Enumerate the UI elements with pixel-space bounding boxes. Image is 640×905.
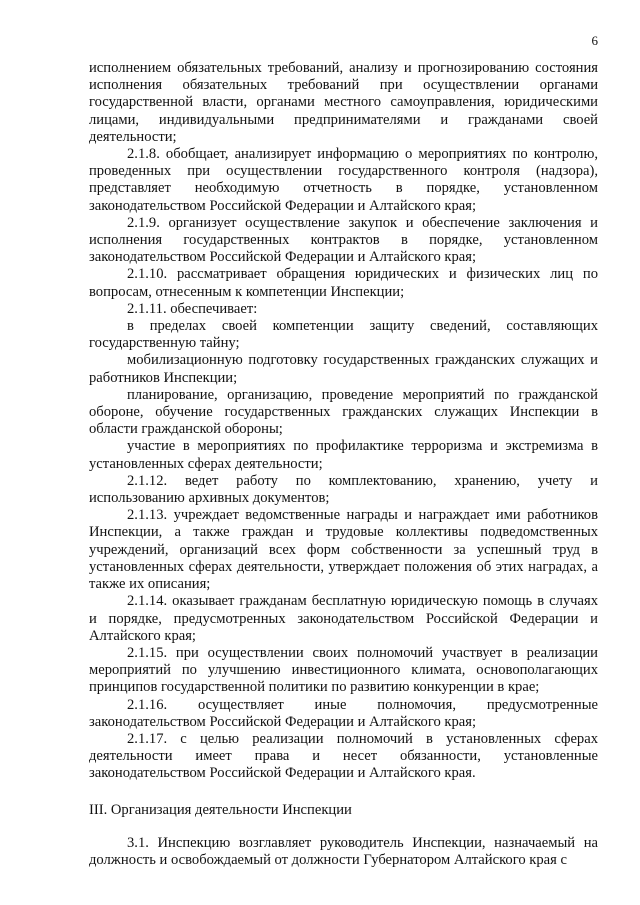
paragraph-continuation: исполнением обязательных требований, анализу и прогнозированию состояния исполнения обязательных требований при осуществлении органами государственной власти, органами местного самоуправления, юридическими лицами, индивидуальными предпринимателями и гражданами своей деятельности; [89, 60, 598, 145]
document-body [89, 60, 598, 869]
paragraph-2-1-10: 2.1.10. рассматривает обращения юридических и физических лиц по вопросам, отнесенным к компетенции Инспекции; [89, 266, 598, 300]
paragraph-state-secret: в пределах своей компетенции защиту сведений, составляющих государственную тайну; [89, 318, 598, 352]
page-number: 6 [591, 33, 598, 48]
paragraph-2-1-11: 2.1.11. обеспечивает: [127, 300, 258, 317]
paragraph-2-1-13: 2.1.13. учреждает ведомственные награды и награждает ими работников Инспекции, а также граждан и трудовые коллективы подведомственных учреждений, организаций всех форм собственности за успешный труд в установленных сферах деятельности, утверждает положения об этих наградах, а также их описания; [89, 507, 598, 593]
paragraph-2-1-14: 2.1.14. оказывает гражданам бесплатную юридическую помощь в случаях и порядке, предусмотренных законодательством Российской Федерации и Алтайского края; [89, 593, 598, 644]
paragraph-civil-defense: планирование, организацию, проведение мероприятий по гражданской обороне, обучение государственных гражданских служащих Инспекции в области гражданской обороны; [89, 386, 598, 438]
paragraph-2-1-15: 2.1.15. при осуществлении своих полномочий участвует в реализации мероприятий по улучшению инвестиционного климата, основополагающих принципов государственной политики по развитию конкуренции в крае; [89, 644, 598, 696]
section-heading: III. Организация деятельности Инспекции [89, 801, 352, 818]
paragraph-2-1-12: 2.1.12. ведет работу по комплектованию, хранению, учету и использованию архивных документов; [89, 472, 598, 507]
paragraph-3-1: 3.1. Инспекцию возглавляет руководитель Инспекции, назначаемый на должность и освобождаемый от должности Губернатором Алтайского края с [89, 834, 598, 868]
paragraph-2-1-8: 2.1.8. обобщает, анализирует информацию о мероприятиях по контролю, проведенных при осуществлении государственного контроля (надзора), представляет необходимую отчетность в порядке, установленном законодательством Российской Федерации и Алтайского края; [89, 146, 598, 214]
paragraph-mobilization: мобилизационную подготовку государственных гражданских служащих и работников Инспекции; [89, 352, 598, 386]
paragraph-2-1-9: 2.1.9. организует осуществление закупок и обеспечение заключения и исполнения государственных контрактов в порядке, установленном законодательством Российской Федерации и Алтайского края; [89, 214, 598, 266]
paragraph-terrorism-prevention: участие в мероприятиях по профилактике терроризма и экстремизма в установленных сферах деятельности; [89, 438, 598, 472]
paragraph-2-1-16: 2.1.16. осуществляет иные полномочия, предусмотренные законодательством Российской Федерации и Алтайского края; [89, 696, 598, 730]
paragraph-2-1-17: 2.1.17. с целью реализации полномочий в установленных сферах деятельности имеет права и несет обязанности, установленные законодательством Российской Федерации и Алтайского края. [89, 730, 598, 782]
